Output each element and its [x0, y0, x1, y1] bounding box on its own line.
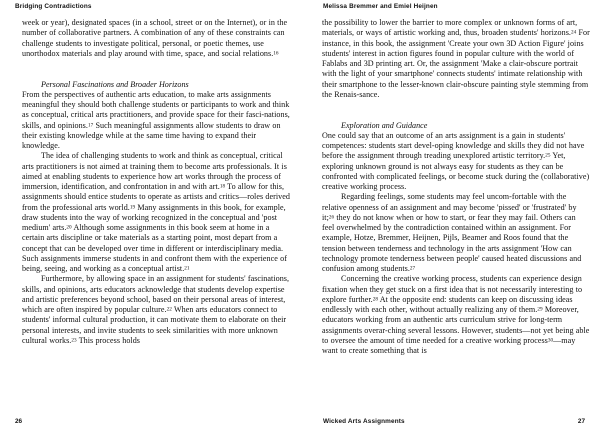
footnote-marker: 16 [273, 50, 279, 57]
page-number-verso: 26 [15, 418, 23, 425]
paragraph-2-text-a: Regarding feelings, some students may feel uncom-fortable with the relative openness of an assignment and may become 'pissed' or 'frustrated' by it; [322, 192, 577, 222]
footnote-marker: 18 [219, 183, 226, 190]
page-number-recto: 27 [577, 418, 585, 425]
paragraph-2-text-b: they do not know when or how to start, or fear they may fail. Others can feel overwhelmed by the contradiction contained within an assignment. For example, Hotze, Bremmer, Heijnen, Pijls, Beamer and Roos found that the tension between tenderness and technology in the arts assignment 'How can technology promote tenderness between people' caused heated discussions and confusion among students. [322, 212, 582, 273]
footnote-marker: 23 [71, 337, 77, 344]
book-title: Wicked Arts Assignments [323, 418, 405, 425]
footnote-marker: 26 [328, 214, 335, 221]
paragraph-1-text-b: Yet, exploring unknown ground is not always easy for students as they can be confronted with complicated feelings, or become stuck during the (collaborative) creative working process. [322, 151, 590, 191]
paragraph-spacer [322, 100, 590, 110]
paragraph-2-text-c: Many assignments in this book, for example, draw students into the way of working recognized in the conceptual and 'post medium' arts. [22, 202, 286, 232]
paragraph-continued [322, 18, 590, 100]
footnote-marker: 25 [545, 152, 551, 159]
footnote-marker: 19 [129, 203, 136, 210]
paragraph-1-text-a: From the perspectives of authentic arts education, to make arts assignments meaningful they should both challenge students or participants to work and think as conceptual, critical arts practitioners, and provide space for their fasci-nations, skills, and opinions. [22, 89, 290, 130]
footnote-marker: 20 [66, 224, 72, 231]
paragraph-spacer [22, 59, 290, 69]
footnote-marker: 30 [547, 337, 554, 344]
footnote-marker: 21 [184, 265, 190, 272]
paragraph-3-text-b: At the opposite end: students can keep on discussing ideas endlessly with each other, without actually realizing any of them. [322, 294, 573, 314]
section-heading-personal-fascinations: Personal Fascinations and Broader Horizons [41, 79, 189, 89]
paragraph-3-text-a: Concerning the creative working process, students can experience design fixation when they get stuck on a first idea that is not necessarily interesting to explore further. [322, 274, 583, 304]
paragraph-1 [22, 90, 290, 152]
paragraph-2-text-a: The idea of challenging students to work and think as conceptual, critical arts practitioners is not aimed at training them to become arts professionals. It is aimed at enabling students to experience how art works through the process of immersion, identification, and confrontation in and with art. [22, 151, 287, 191]
footnote-marker: 24 [570, 29, 577, 36]
paragraph-1-text-a: One could say that an outcome of an arts assignment is a gain in students' competences: students start devel-oping knowledge and skills they did not have before the assignment through treading unexplored artistic territory. [322, 130, 585, 161]
paragraph-continued [22, 18, 290, 59]
paragraph-2 [322, 192, 590, 274]
running-head-verso: Bridging Contradictions [15, 3, 92, 10]
paragraph-3-text-a: Furthermore, by allowing space in an assignment for students' fascinations, skills, and opinions, arts educators acknowledge that students develop expertise and artistic preferences beyond school, based on their personal areas of interest, which are often inspired by popular culture. [22, 274, 290, 314]
column-left [22, 18, 290, 346]
running-head-recto: Melissa Bremmer and Emiel Heijnen [323, 3, 438, 10]
paragraph-continued-text: week or year), designated spaces (in a school, street or on the Internet), or in the number of collaborative partners. A combination of any of these constraints can challenge students to investigate political, personal, or poetic themes, use unorthodox materials and play around with time, space, and social relations. [22, 18, 288, 58]
paragraph-3-text-c: Moreover, educators working from an authentic arts curriculum strive for long-term assignments overar-ching several lessons. However, students—not yet being able to oversee the amount of time needed for a creative working process [322, 305, 590, 345]
paragraph-2-text-b: To allow for this, assignments should entice students to operate as artists and critics—roles derived from the professional arts world. [22, 182, 290, 212]
paragraph-1 [322, 131, 590, 193]
footnote-marker: 22 [166, 306, 172, 313]
footnote-marker: 17 [87, 121, 94, 128]
footnote-marker: 29 [537, 306, 543, 313]
paragraph-3-text-b: When arts educators connect to students' informal cultural production, it can motivate them to elaborate on their personal interests, and invite students to seek similarities with more unknown cultural works. [22, 305, 287, 345]
paragraph-3 [322, 274, 590, 356]
footnote-marker: 28 [372, 296, 378, 303]
page-footer [0, 418, 600, 428]
paragraph-continued-text-b: For instance, in this book, the assignment 'Create your own 3D Action Figure' joins students' interest in action figures found in popular culture with the world of Fablabs and 3D printing art. Or, the assignment 'Make a clair-obscure portrait with the light of your smartphone' connects students' intimate relationship with their smartphone to the lesser-known clair-obscure painting style stemming from the Renais-sance. [322, 28, 590, 99]
paragraph-3-text-c: This process holds [76, 335, 140, 345]
paragraph-3 [22, 274, 290, 346]
paragraph-1-text-b: Such meaningful assignments allow students to draw on their existing knowledge while at the same time having to expand their knowledge. [22, 120, 281, 150]
paragraph-2-text-d: Although some assignments in this book seem at home in a certain arts discipline or take materials as a starting point, most depart from a concept that can be developed over time in different or interdisciplinary media. Such assignments immerse students in and confront them with the experience of being, seeing, and working as a conceptual artist. [22, 223, 287, 273]
section-heading-exploration-and-guidance: Exploration and Guidance [341, 120, 428, 130]
paragraph-continued-text-a: the possibility to lower the barrier to more complex or unknown forms of art, materials, or ways of artistic working and, thus, broaden students' horizons. [322, 18, 578, 38]
paragraph-spacer [22, 69, 290, 79]
footnote-marker: 27 [409, 265, 416, 272]
paragraph-2 [22, 151, 290, 274]
column-right [322, 18, 590, 356]
paragraph-spacer [322, 110, 590, 120]
paragraph-3-text-d: —may want to create something that is [322, 335, 576, 355]
